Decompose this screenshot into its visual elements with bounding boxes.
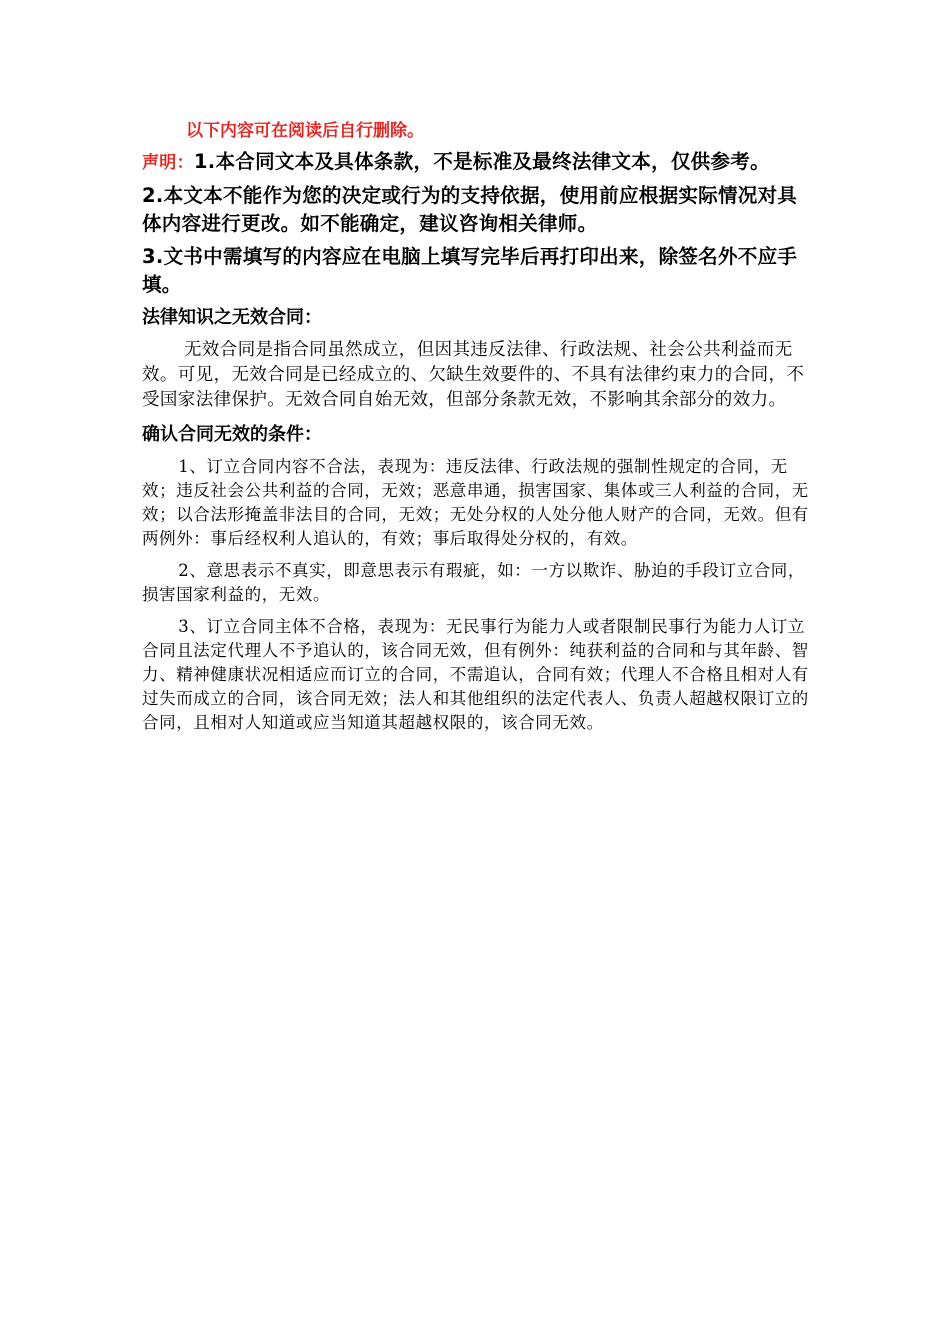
section-heading-conditions: 确认合同无效的条件： bbox=[142, 424, 322, 445]
statement-item-1 bbox=[142, 148, 812, 177]
condition-item: 3、订立合同主体不合格，表现为：无民事行为能力人或者限制民事行为能力人订立合同且法定代理人不予追认的，该合同无效，但有例外：纯获利益的合同和与其年龄、智力、精神健康状况相适应而订立的合同，不需追认，合同有效；代理人不合格且相对人有过失而成立的合同，该合同无效；法人和其他组织的法定代表人、负责人超越权限订立的合同，且相对人知道或应当知道其超越权限的，该合同无效。 bbox=[142, 617, 809, 732]
statement-item-1-text: 1.本合同文本及具体条款，不是标准及最终法律文本，仅供参考。 bbox=[193, 150, 770, 173]
statement-item-2: 2.本文本不能作为您的决定或行为的支持依据，使用前应根据实际情况对具体内容进行更改。如不能确定，建议咨询相关律师。 bbox=[142, 184, 798, 235]
delete-notice: 以下内容可在阅读后自行删除。 bbox=[186, 121, 424, 141]
statement-item-3: 3.文书中需填写的内容应在电脑上填写完毕后再打印出来，除签名外不应手填。 bbox=[142, 245, 798, 296]
condition-item: 2、意思表示不真实，即意思表示有瑕疵，如：一方以欺诈、胁迫的手段订立合同，损害国家利益的，无效。 bbox=[142, 561, 805, 604]
section-heading-invalid-contract: 法律知识之无效合同： bbox=[142, 307, 322, 328]
statement-label: 声明： bbox=[142, 153, 194, 173]
document-page bbox=[142, 118, 812, 743]
invalid-contract-definition: 无效合同是指合同虽然成立，但因其违反法律、行政法规、社会公共利益而无效。可见，无效合同是已经成立的、欠缺生效要件的、不具有法律约束力的合同，不受国家法律保护。无效合同自始无效，但部分条款无效，不影响其余部分的效力。 bbox=[142, 340, 805, 410]
condition-item: 1、订立合同内容不合法，表现为：违反法律、行政法规的强制性规定的合同，无效；违反社会公共利益的合同，无效；恶意串通，损害国家、集体或三人利益的合同，无效；以合法形掩盖非法目的合同，无效；无处分权的人处分他人财产的合同，无效。但有两例外：事后经权利人追认的，有效；事后取得处分权的，有效。 bbox=[142, 457, 809, 548]
